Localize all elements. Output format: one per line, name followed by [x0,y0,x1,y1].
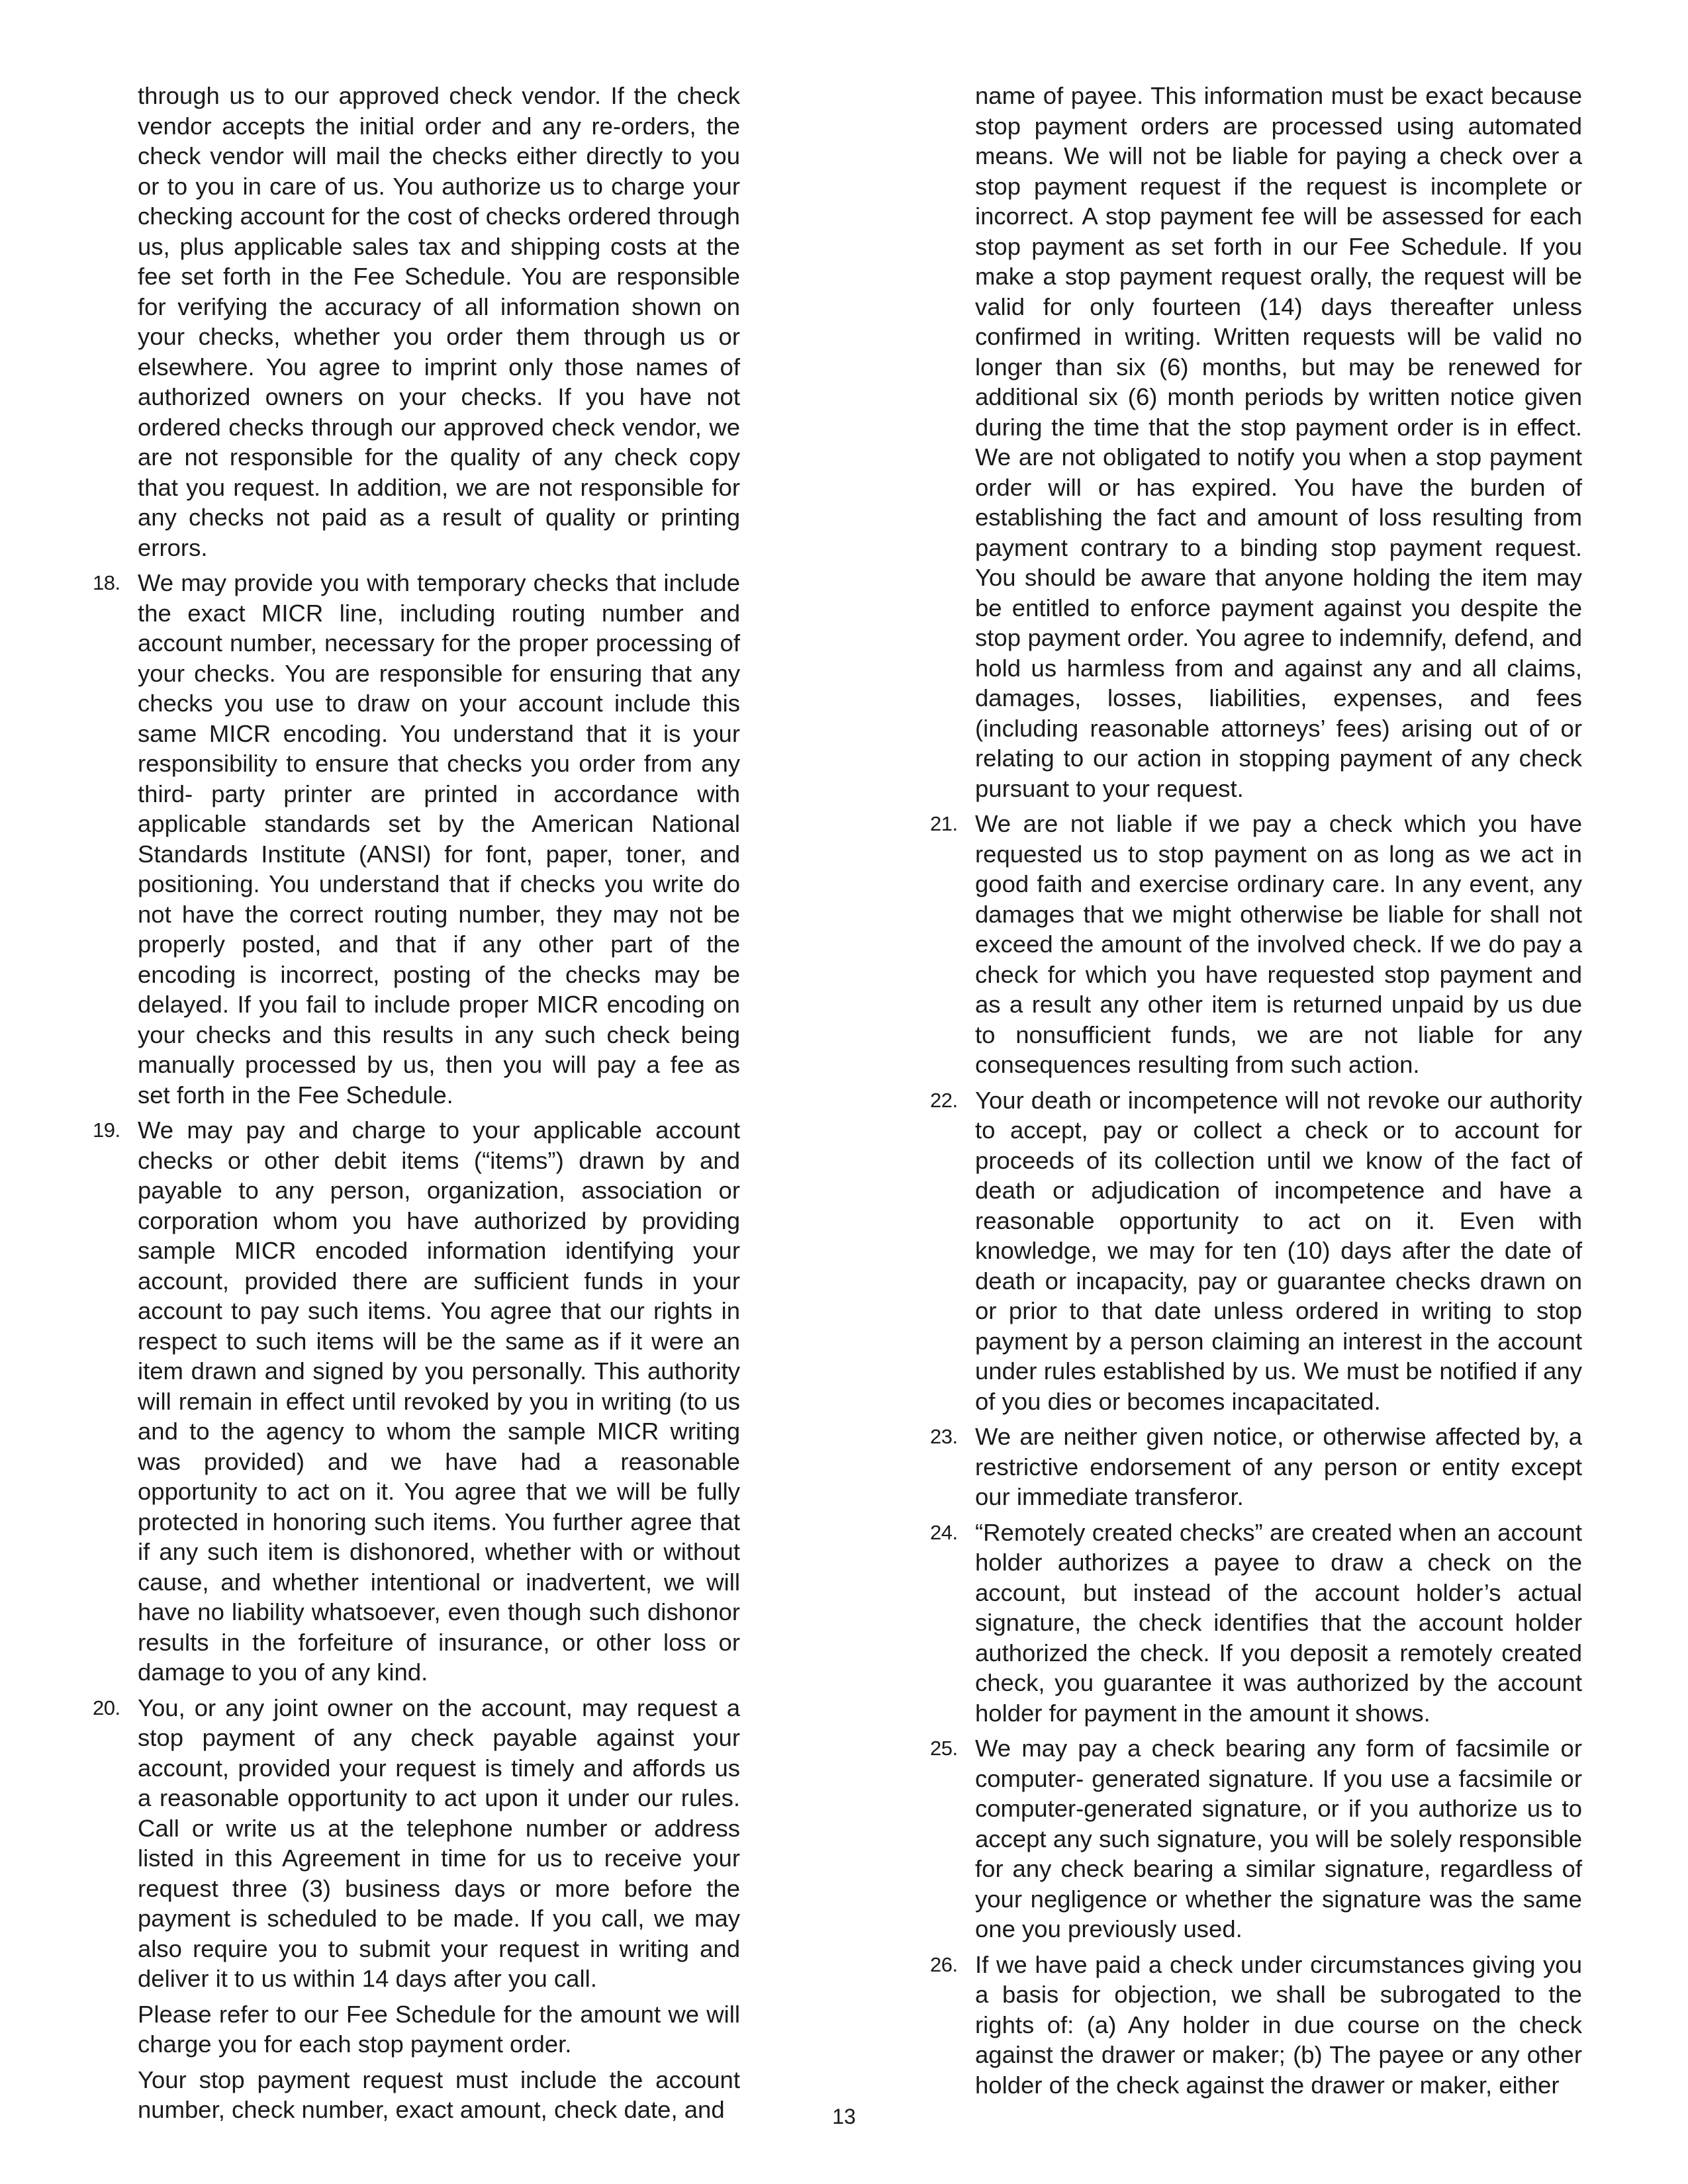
list-item-21 [930,809,1582,1080]
item-text: If we have paid a check under circumstances giving you a basis for objection, we shall be subrogated to the rights of: (a) Any holder in due course on the check against the drawer or maker; (b) The payee or any other holder of the check against the drawer or maker, either [975,1950,1582,2099]
list-item-19 [93,1115,740,1688]
item-number: 23. [930,1425,958,1448]
item-number: 18. [93,571,120,594]
item-number: 25. [930,1737,958,1760]
item-text: We may pay a check bearing any form of facsimile or computer- generated signature. If you use a facsimile or computer-generated signature, or if you authorize us to accept any such signature, you will be solely responsible for any check bearing a similar signature, regardless of your negligence or whether the signature was the same one you previously used. [975,1735,1582,1942]
list-item-20 [93,1693,740,1994]
item-number: 26. [930,1952,958,1976]
list-item-25 [930,1733,1582,1944]
right-column [930,81,1582,2105]
continuation-paragraph: through us to our approved check vendor. If the check vendor accepts the initial order and any re-orders, the check vendor will mail the checks either directly to you or to you in care of us. You authorize us to charge your checking account for the cost of checks ordered through us, plus applicable sales tax and shipping costs at the fee set forth in the Fee Schedule. You are responsible for verifying the accuracy of all information shown on your checks, whether you order them through us or elsewhere. You agree to imprint only those names of authorized owners on your checks. If you have not ordered checks through our approved check vendor, we are not responsible for the quality of any check copy that you request. In addition, we are not responsible for any checks not paid as a result of quality or printing errors. [138,82,740,561]
item-number: 19. [93,1118,120,1142]
item-text: Your death or incompetence will not revoke our authority to accept, pay or collect a check or to account for proceeds of its collection until we know of the fact of death or adjudication of incompetence and have a reasonable opportunity to act on it. Even with knowledge, we may for ten (10) days after the date of death or incapacity, pay or guarantee checks drawn on or prior to that date unless ordered in writing to stop payment by a person claiming an interest in the account under rules established by us. We must be notified if any of you dies or becomes incapacitated. [975,1086,1582,1415]
list-item-18 [93,568,740,1110]
item-number: 22. [930,1088,958,1112]
continuation-paragraph: name of payee. This information must be exact because stop payment orders are processed using automated means. We will not be liable for paying a check over a stop payment request if the request is incomplete or incorrect. A stop payment fee will be assessed for each stop payment as set forth in our Fee Schedule. If you make a stop payment request orally, the request will be valid for only fourteen (14) days thereafter unless confirmed in writing. Written requests will be valid no longer than six (6) months, but may be renewed for additional six (6) month periods by written notice given during the time that the stop payment order is in effect. We are not obligated to notify you when a stop payment order will or has expired. You have the burden of establishing the fact and amount of loss resulting from payment contrary to a binding stop payment request. You should be aware that anyone holding the item may be entitled to enforce payment against you despite the stop payment order. You agree to indemnify, defend, and hold us harmless from and against any and all claims, damages, losses, liabilities, expenses, and fees (including reasonable attorneys’ fees) arising out of or relating to our action in stopping payment of any check pursuant to your request. [975,82,1582,802]
page-number: 13 [832,2105,856,2128]
item-text: We are neither given notice, or otherwise affected by, a restrictive endorsement of any person or entity except our immediate transferor. [975,1423,1582,1510]
item-text: We may provide you with temporary checks that include the exact MICR line, including routing number and account number, necessary for the proper processing of your checks. You are responsible for ensuring that any checks you use to draw on your account include this same MICR encoding. You understand that it is your responsibility to ensure that checks you order from any third- party printer are printed in accordance with applicable standards set by the American National Standards Institute (ANSI) for font, paper, toner, and positioning. You understand that if checks you write do not have the correct routing number, they may not be properly posted, and that if any other part of the encoding is incorrect, posting of the checks may be delayed. If you fail to include proper MICR encoding on your checks and this results in any such check being manually processed by us, then you will pay a fee as set forth in the Fee Schedule. [138,569,740,1109]
list-item-23 [930,1422,1582,1512]
list-item-22 [930,1085,1582,1417]
item-text: You, or any joint owner on the account, may request a stop payment of any check payable against your account, provided your request is timely and affords us a reasonable opportunity to act upon it under our rules. Call or write us at the telephone number or address listed in this Agreement in time for us to receive your request three (3) business days or more before the payment is scheduled to be made. If you call, we may also require you to submit your request in writing and deliver it to us within 14 days after you call. [138,1694,740,1992]
list-item-24 [930,1518,1582,1729]
item-number: 20. [93,1696,120,1719]
item-text: We are not liable if we pay a check which you have requested us to stop payment on as long as we act in good faith and exercise ordinary care. In any event, any damages that we might otherwise be liable for shall not exceed the amount of the involved check. If we do pay a check for which you have requested stop payment and as a result any other item is returned unpaid by us due to nonsufficient funds, we are not liable for any consequences resulting from such action. [975,810,1582,1078]
list-item-26 [930,1950,1582,2101]
item-text: “Remotely created checks” are created when an account holder authorizes a payee to draw a check on the account, but instead of the account holder’s actual signature, the check identifies that the account holder authorized the check. If you deposit a remotely created check, you guarantee it was authorized by the account holder for payment in the amount it shows. [975,1518,1582,1727]
item-text: We may pay and charge to your applicable account checks or other debit items (“items”) drawn by and payable to any person, organization, association or corporation whom you have authorized by providing sample MICR encoded information identifying your account, provided there are sufficient funds in your account to pay such items. You agree that our rights in respect to such items will be the same as if it were an item drawn and signed by you personally. This authority will remain in effect until revoked by you in writing (to us and to the agency to whom the sample MICR writing was provided) and we have had a reasonable opportunity to act on it. You agree that we will be fully protected in honoring such items. You further agree that if any such item is dishonored, whether with or without cause, and whether intentional or inadvertent, we will have no liability whatsoever, even though such dishonor results in the forfeiture of insurance, or other loss or damage to you of any kind. [138,1116,740,1686]
sub-paragraph: Your stop payment request must include the account number, check number, exact amount, check date, and [138,2066,740,2123]
left-column [93,81,740,2130]
item-number: 24. [930,1520,958,1544]
item-number: 21. [930,812,958,835]
sub-paragraph: Please refer to our Fee Schedule for the amount we will charge you for each stop payment order. [138,2000,740,2058]
